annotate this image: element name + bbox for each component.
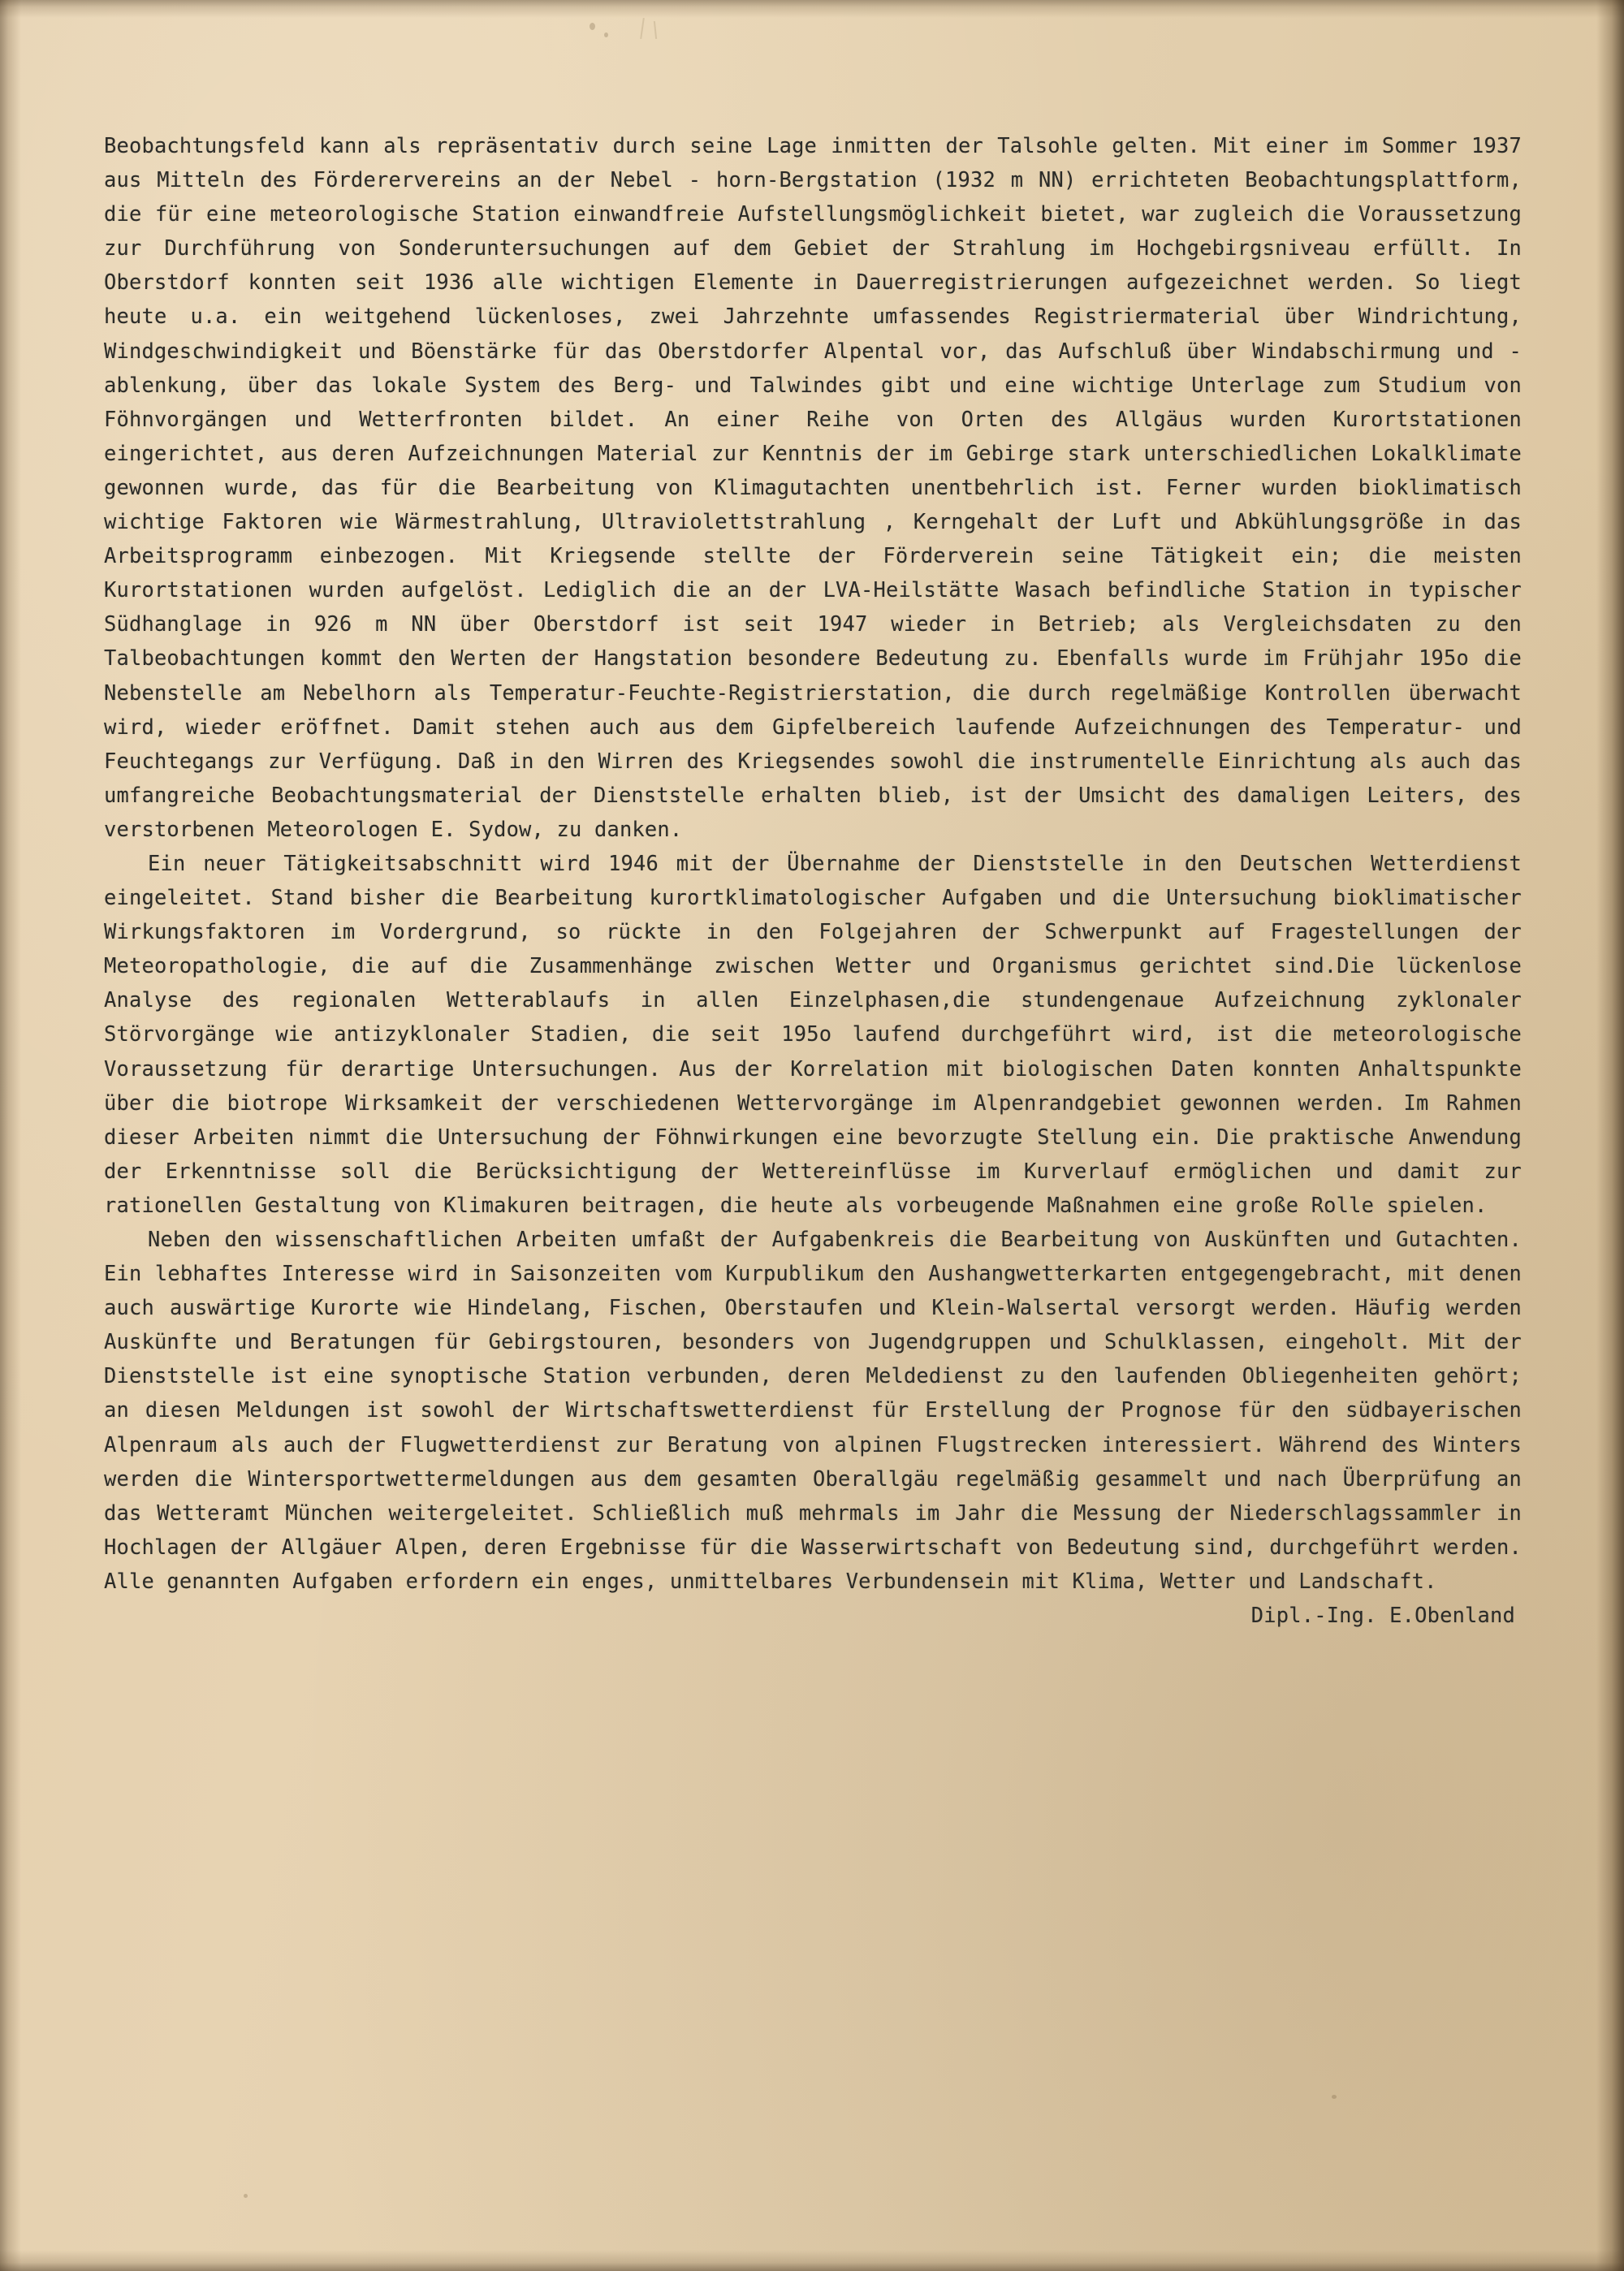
page-edge-shadow-top: [0, 0, 1624, 18]
paragraph-3: Neben den wissenschaftlichen Arbeiten umfaßt der Aufgabenkreis die Bearbeitung von Auskünften und Gutachten. Ein lebhaftes Interesse wird in Saisonzeiten vom Kurpublikum den Aushangwetterkarten entgegengebracht, mit denen auch auswärtige Kurorte wie Hindelang, Fischen, Oberstaufen und Klein-Walsertal versorgt werden. Häufig werden Auskünfte und Beratungen für Gebirgstouren, besonders von Jugendgruppen und Schulklassen, eingeholt. Mit der Dienststelle ist eine synoptische Station verbunden, deren Meldedienst zu den laufenden Obliegenheiten gehört; an diesen Meldungen ist sowohl der Wirtschaftswetterdienst für Erstellung der Prognose für den südbayerischen Alpenraum als auch der Flugwetterdienst zur Beratung von alpinen Flugstrecken interessiert. Während des Winters werden die Wintersportwettermeldungen aus dem gesamten Oberallgäu regelmäßig gesammelt und nach Überprüfung an das Wetteramt München weitergeleitet. Schließlich muß mehrmals im Jahr die Messung der Niederschlagssammler in Hochlagen der Allgäuer Alpen, deren Ergebnisse für die Wasserwirtschaft von Bedeutung sind, durchgeführt werden. Alle genannten Aufgaben erfordern ein enges, unmittelbares Verbundensein mit Klima, Wetter und Landschaft.: [104, 1227, 1522, 1593]
page-edge-shadow-right: [1596, 0, 1624, 2271]
paragraph-1: Beobachtungsfeld kann als repräsentativ durch seine Lage inmitten der Talsohle gelten. Mit einer im Sommer 1937 aus Mitteln des Förderervereins an der Nebel - horn-Bergstation (1932 m NN) errichteten Beobachtungsplattform, die für eine meteorologische Station einwandfreie Aufstellungsmöglichkeit bietet, war zugleich die Voraussetzung zur Durchführung von Sonderuntersuchungen auf dem Gebiet der Strahlung im Hochgebirgsniveau erfüllt. In Oberstdorf konnten seit 1936 alle wichtigen Elemente in Dauerregistrierungen aufgezeichnet werden. So liegt heute u.a. ein weitgehend lückenloses, zwei Jahrzehnte umfassendes Registriermaterial über Windrichtung, Windgeschwindigkeit und Böenstärke für das Oberstdorfer Alpental vor, das Aufschluß über Windabschirmung und -ablenkung, über das lokale System des Berg- und Talwindes gibt und eine wichtige Unterlage zum Studium von Föhnvorgängen und Wetterfronten bildet. An einer Reihe von Orten des Allgäus wurden Kurortstationen eingerichtet, aus deren Aufzeichnungen Material zur Kenntnis der im Gebirge stark unterschiedlichen Lokalklimate gewonnen wurde, das für die Bearbeitung von Klimagutachten unentbehrlich ist. Ferner wurden bioklimatisch wichtige Faktoren wie Wärmestrahlung, Ultraviolettstrahlung , Kerngehalt der Luft und Abkühlungsgröße in das Arbeitsprogramm einbezogen. Mit Kriegsende stellte der Förderverein seine Tätigkeit ein; die meisten Kurortstationen wurden aufgelöst. Lediglich die an der LVA-Heilstätte Wasach befindliche Station in typischer Südhanglage in 926 m NN über Oberstdorf ist seit 1947 wieder in Betrieb; als Vergleichsdaten zu den Talbeobachtungen kommt den Werten der Hangstation besondere Bedeutung zu. Ebenfalls wurde im Frühjahr 195o die Nebenstelle am Nebelhorn als Temperatur-Feuchte-Registrierstation, die durch regelmäßige Kontrollen überwacht wird, wieder eröffnet. Damit stehen auch aus dem Gipfelbereich laufende Aufzeichnungen des Temperatur- und Feuchtegangs zur Verfügung. Daß in den Wirren des Kriegsendes sowohl die instrumentelle Einrichtung als auch das umfangreiche Beobachtungsmaterial der Dienststelle erhalten blieb, ist der Umsicht des damaligen Leiters, des verstorbenen Meteorologen E. Sydow, zu danken.: [104, 133, 1522, 841]
page-edge-shadow-left: [0, 0, 21, 2271]
paper-speck: [604, 32, 608, 37]
page-edge-shadow-bottom: [0, 2250, 1624, 2271]
document-body: [104, 128, 1522, 1632]
paper-speck: [244, 2194, 248, 2198]
paragraph-2: Ein neuer Tätigkeitsabschnitt wird 1946 mit der Übernahme der Dienststelle in den Deutschen Wetterdienst eingeleitet. Stand bisher die Bearbeitung kurortklimatologischer Aufgaben und die Untersuchung bioklimatischer Wirkungsfaktoren im Vordergrund, so rückte in den Folgejahren der Schwerpunkt auf Fragestellungen der Meteoropathologie, die auf die Zusammenhänge zwischen Wetter und Organismus gerichtet sind.Die lückenlose Analyse des regionalen Wetterablaufs in allen Einzelphasen,die stundengenaue Aufzeichnung zyklonaler Störvorgänge wie antizyklonaler Stadien, die seit 195o laufend durchgeführt wird, ist die meteorologische Voraussetzung für derartige Untersuchungen. Aus der Korrelation mit biologischen Daten konnten Anhaltspunkte über die biotrope Wirksamkeit der verschiedenen Wettervorgänge im Alpenrandgebiet gewonnen werden. Im Rahmen dieser Arbeiten nimmt die Untersuchung der Föhnwirkungen eine bevorzugte Stellung ein. Die praktische Anwendung der Erkenntnisse soll die Berücksichtigung der Wettereinflüsse im Kurverlauf ermöglichen und damit zur rationellen Gestaltung von Klimakuren beitragen, die heute als vorbeugende Maßnahmen eine große Rolle spielen.: [104, 850, 1522, 1217]
paper-scratch: [640, 18, 645, 39]
author-signature: Dipl.-Ing. E.Obenland: [1250, 1603, 1515, 1628]
paper-scratch: [654, 21, 657, 39]
paper-speck: [590, 23, 595, 30]
paper-speck: [1332, 2095, 1337, 2099]
